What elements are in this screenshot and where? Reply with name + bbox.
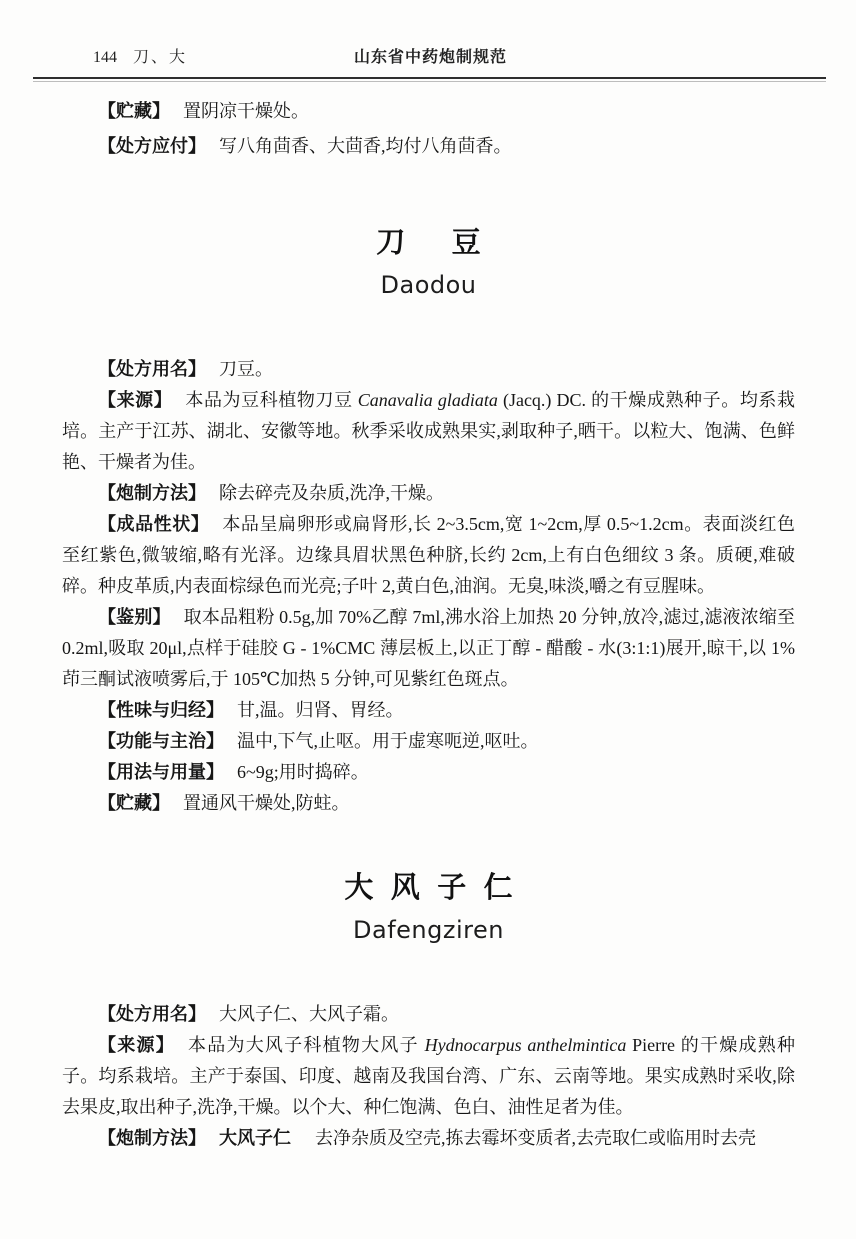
header-rule-shadow xyxy=(33,81,826,82)
paragraph-gongneng-zhuzhi xyxy=(62,726,795,757)
field-label: 【鉴别】 xyxy=(98,607,171,627)
paragraph-chufang-yingfu xyxy=(62,129,795,164)
paragraph-jianbie xyxy=(62,602,795,695)
field-label: 【炮制方法】 xyxy=(98,1128,206,1148)
field-text: (Jacq.) DC. 的干燥成熟种子。均系栽培。主产于江苏、湖北、安徽等地。秋季采收成熟果实,剥取种子,晒干。以粒大、饱满、色鲜艳、干燥者为佳。 xyxy=(62,390,796,472)
page-number: 144 xyxy=(93,49,117,66)
field-label: 【处方用名】 xyxy=(98,1004,206,1024)
entry-dafengziren xyxy=(62,869,795,1154)
field-text: 置通风干燥处,防蛀。 xyxy=(183,793,350,813)
field-text: 大风子仁、大风子霜。 xyxy=(219,1004,399,1024)
field-label: 【功能与主治】 xyxy=(98,731,224,751)
entry-body xyxy=(62,999,795,1154)
field-text: 写八角茴香、大茴香,均付八角茴香。 xyxy=(219,136,512,156)
field-text: 本品为大风子科植物大风子 xyxy=(187,1035,425,1055)
field-label: 【炮制方法】 xyxy=(98,483,206,503)
paragraph-chufang-yongming xyxy=(62,354,795,385)
field-text: 本品呈扁卵形或扁肾形,长 2~3.5cm,宽 1~2cm,厚 0.5~1.2cm。表面淡红色至红紫色,微皱缩,略有光泽。边缘具眉状黑色种脐,长约 2cm,上有白色细纹 3 条。质硬,难破碎。种皮革质,内表面棕绿色而光亮;子叶 2,黄白色,油润。无臭,味淡,嚼之有豆腥味。 xyxy=(62,514,796,596)
paragraph-zhucang xyxy=(62,94,795,129)
entry-heading xyxy=(62,224,795,300)
paragraph-laiyuan xyxy=(62,385,795,478)
paragraph-laiyuan xyxy=(62,1030,795,1123)
field-label: 【性味与归经】 xyxy=(98,700,224,720)
latin-botanical-name: Hydnocarpus anthelmintica xyxy=(424,1035,627,1055)
header-rule xyxy=(33,77,826,79)
field-label: 【处方用名】 xyxy=(98,359,206,379)
paragraph-zhucang xyxy=(62,788,795,819)
running-header xyxy=(35,44,826,70)
preparation-subname: 大风子仁 xyxy=(219,1128,291,1148)
index-words: 刀、大 xyxy=(133,49,188,66)
entry-pinyin: Dafengziren xyxy=(353,916,504,944)
paragraph-chengpin-xingzhuang xyxy=(62,509,795,602)
field-label: 【来源】 xyxy=(98,390,173,410)
entry-pinyin: Daodou xyxy=(380,271,477,299)
entry-title: 刀豆 xyxy=(376,227,528,259)
paragraph-paozhi-fangfa xyxy=(62,1123,795,1154)
field-label: 【来源】 xyxy=(98,1035,175,1055)
page-content xyxy=(62,94,795,1154)
previous-entry-tail xyxy=(62,94,795,164)
book-title: 山东省中药炮制规范 xyxy=(353,49,507,66)
field-text: 刀豆。 xyxy=(219,359,273,379)
field-text: 本品为豆科植物刀豆 xyxy=(185,390,358,410)
field-text: 去净杂质及空壳,拣去霉坏变质者,去壳取仁或临用时去壳 xyxy=(315,1128,756,1148)
field-text: Pierre 的干燥成熟种子。均系栽培。主产于泰国、印度、越南及我国台湾、广东、云南等地。果实成熟时采收,除去果皮,取出种子,洗净,干燥。以个大、种仁饱满、色白、油性足者为佳。 xyxy=(62,1035,795,1117)
paragraph-yongfa-yongliang xyxy=(62,757,795,788)
entry-daodou xyxy=(62,224,795,819)
entry-title: 大风子仁 xyxy=(344,872,530,904)
paragraph-xingwei-guijing xyxy=(62,695,795,726)
field-text: 除去碎壳及杂质,洗净,干燥。 xyxy=(219,483,444,503)
field-text: 取本品粗粉 0.5g,加 70%乙醇 7ml,沸水浴上加热 20 分钟,放冷,滤过,滤液浓缩至 0.2ml,吸取 20μl,点样于硅胶 G - 1%CMC 薄层板上,以正丁醇 - 醋酸 - 水(3:1:1)展开,晾干,以 1%茚三酮试液喷雾后,于 105℃加热 5 分钟,可见紫红色斑点。 xyxy=(62,607,795,689)
paragraph-paozhi-fangfa xyxy=(62,478,795,509)
field-label: 【用法与用量】 xyxy=(98,762,224,782)
field-text: 6~9g;用时捣碎。 xyxy=(237,762,369,782)
field-label: 【贮藏】 xyxy=(98,101,170,121)
field-text: 温中,下气,止呕。用于虚寒呃逆,呕吐。 xyxy=(237,731,539,751)
field-text: 置阴凉干燥处。 xyxy=(183,101,309,121)
field-label: 【成品性状】 xyxy=(98,514,210,534)
field-label: 【处方应付】 xyxy=(98,136,206,156)
entry-heading xyxy=(62,869,795,945)
paragraph-chufang-yongming xyxy=(62,999,795,1030)
latin-botanical-name: Canavalia gladiata xyxy=(357,390,498,410)
entry-body xyxy=(62,354,795,819)
folio xyxy=(93,44,187,67)
field-label: 【贮藏】 xyxy=(98,793,170,813)
field-text: 甘,温。归肾、胃经。 xyxy=(237,700,404,720)
